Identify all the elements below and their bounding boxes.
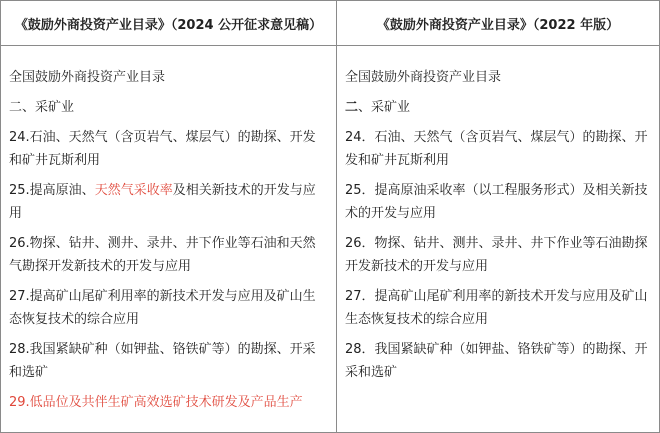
- header-left-title: 《鼓励外商投资产业目录》（2024 公开征求意见稿）: [1, 1, 337, 45]
- right-catalog-title: 全国鼓励外商投资产业目录: [345, 70, 502, 85]
- header-right-title: 《鼓励外商投资产业目录》（2022 年版）: [376, 17, 620, 33]
- left-item-24: 24.石油、天然气（含页岩气、煤层气）的勘探、开发和矿井瓦斯利用: [9, 130, 316, 168]
- left-item-25-highlight: 天然气采收率: [94, 183, 173, 198]
- right-section-mining: [345, 96, 651, 119]
- left-catalog-title: 全国鼓励外商投资产业目录: [9, 70, 166, 85]
- right-item-24: 24．石油、天然气（含页岩气、煤层气）的勘探、开发和矿井瓦斯利用: [345, 130, 648, 168]
- left-item-27: 27.提高矿山尾矿利用率的新技术开发与应用及矿山生态恢复技术的综合应用: [9, 289, 316, 327]
- left-section-mining: 二、采矿业: [9, 100, 75, 115]
- right-section-label: 、采矿业: [358, 100, 411, 115]
- left-item-25: [9, 179, 328, 225]
- right-column-content: [337, 46, 659, 432]
- right-item-26: 26．物探、钻井、测井、录井、井下作业等石油勘探开发新技术的开发与应用: [345, 236, 648, 274]
- right-item-28: 28．我国紧缺矿种（如钾盐、铬铁矿等）的勘探、开采和选矿: [345, 342, 648, 380]
- right-item-27: 27．提高矿山尾矿利用率的新技术开发与应用及矿山生态恢复技术的综合应用: [345, 289, 648, 327]
- table-body-row: [1, 46, 659, 432]
- right-section-number: 二: [345, 100, 359, 115]
- left-item-29-new: 29.低品位及共伴生矿高效选矿技术研发及产品生产: [9, 395, 303, 410]
- left-column-content: [1, 46, 337, 432]
- left-item-26: 26.物探、钻井、测井、录井、井下作业等石油和天然气勘探开发新技术的开发与应用: [9, 236, 316, 274]
- table-header-row: [1, 1, 659, 46]
- left-item-25-part1: 25.提高原油、: [9, 183, 95, 198]
- left-item-25-part2: 及相关新技术的开发与应用: [9, 183, 316, 221]
- left-item-28: 28.我国紧缺矿种（如钾盐、铬铁矿等）的勘探、开采和选矿: [9, 342, 316, 380]
- right-item-25: 25．提高原油采收率（以工程服务形式）及相关新技术的开发与应用: [345, 183, 648, 221]
